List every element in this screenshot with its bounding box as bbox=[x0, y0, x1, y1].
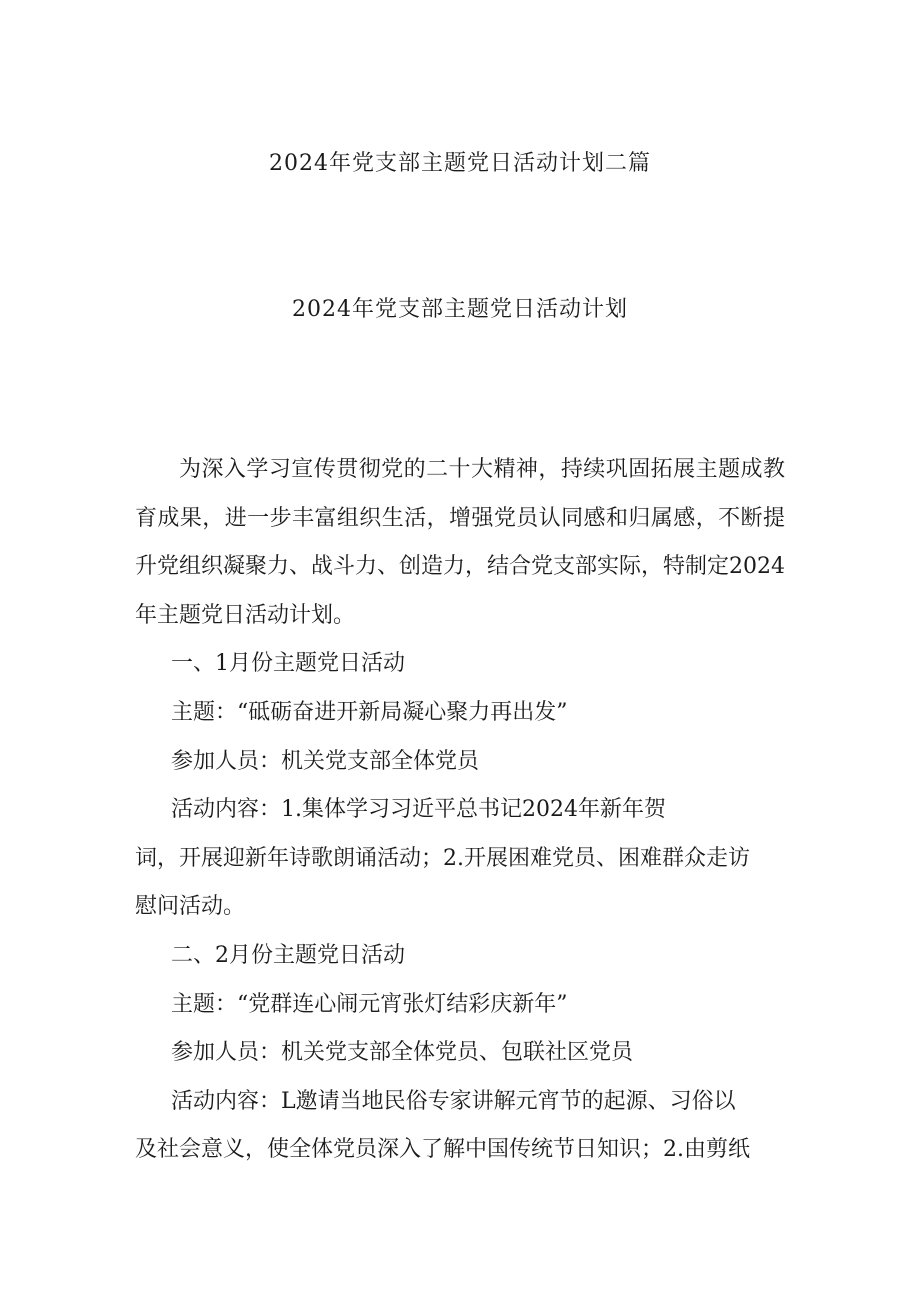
jan-content-line-1: 活动内容：1.集体学习习近平总书记2024年新年贺 bbox=[171, 797, 666, 823]
jan-content-line-2: 词，开展迎新年诗歌朗诵活动；2.开展困难党员、困难群众走访 bbox=[135, 845, 750, 871]
jan-content-line-3: 慰问活动。 bbox=[135, 894, 246, 920]
document-title: 2024年党支部主题党日活动计划二篇 bbox=[269, 151, 651, 176]
feb-heading: 二、2月份主题党日活动 bbox=[171, 942, 405, 968]
feb-theme: 主题：“党群连心闹元宵张灯结彩庆新年” bbox=[171, 991, 568, 1017]
jan-participants: 参加人员：机关党支部全体党员 bbox=[171, 748, 480, 774]
jan-heading: 一、1月份主题党日活动 bbox=[171, 651, 405, 677]
feb-content-line-2: 及社会意义，使全体党员深入了解中国传统节日知识；2.由剪纸 bbox=[135, 1137, 750, 1163]
feb-participants: 参加人员：机关党支部全体党员、包联社区党员 bbox=[171, 1040, 634, 1066]
document-body bbox=[135, 446, 785, 1175]
jan-theme: 主题：“砥砺奋进开新局凝心聚力再出发” bbox=[171, 699, 568, 725]
feb-content-line-1: 活动内容：L邀请当地民俗专家讲解元宵节的起源、习俗以 bbox=[171, 1088, 736, 1114]
document-subtitle: 2024年党支部主题党日活动计划 bbox=[292, 297, 628, 322]
intro-paragraph: 为深入学习宣传贯彻党的二十大精神，持续巩固拓展主题成教育成果，进一步丰富组织生活，增强党员认同感和归属感，不断提升党组织凝聚力、战斗力、创造力，结合党支部实际，特制定2024年主题党日活动计划。 bbox=[135, 457, 785, 628]
